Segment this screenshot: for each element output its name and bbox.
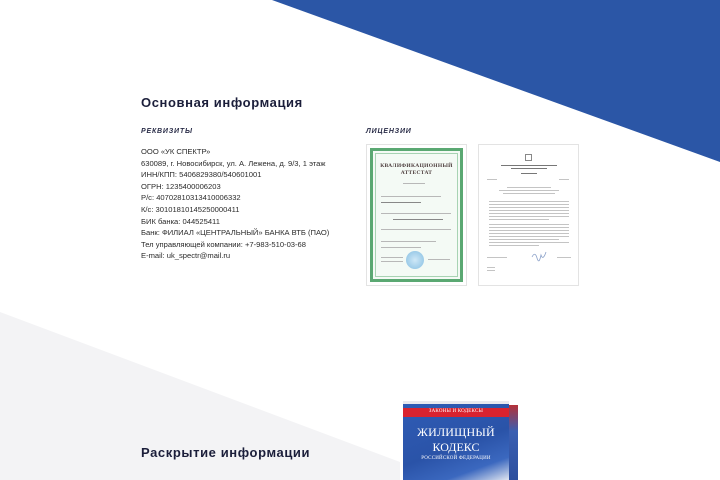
book-subtitle: РОССИЙСКОЙ ФЕДЕРАЦИИ (421, 456, 491, 461)
licenses-label: ЛИЦЕНЗИИ (366, 128, 412, 135)
book-series: ЗАКОНЫ И КОДЕКСЫ (428, 409, 484, 414)
correspondent-account: К/с: 30101810145250000411 (141, 204, 240, 214)
settlement-account: Р/с: 40702810313410006332 (141, 193, 241, 203)
bank-bik: БИК банка: 044525411 (141, 216, 220, 226)
book-cover (403, 403, 509, 480)
seal-icon (406, 251, 424, 269)
company-address: 630089, г. Новосибирск, ул. А. Лежена, д. 9/3, 1 этаж (141, 158, 326, 168)
housing-code-book-image[interactable] (403, 403, 518, 480)
emblem-icon (525, 154, 532, 161)
ogrn: ОГРН: 1235400006203 (141, 181, 221, 191)
license-thumbnail-certificate[interactable] (366, 144, 467, 286)
book-title-line2: КОДЕКС (432, 440, 480, 454)
company-name: ООО «УК СПЕКТР» (141, 147, 211, 156)
book-title-line1: ЖИЛИЩНЫЙ (417, 425, 495, 439)
certificate-image (370, 148, 463, 282)
book-spine (508, 405, 518, 480)
requisites-block (141, 146, 361, 262)
signature-icon (531, 249, 547, 263)
company-email: E-mail: uk_spectr@mail.ru (141, 251, 231, 261)
requisites-label: РЕКВИЗИТЫ (141, 128, 193, 135)
company-phone: Тел управляющей компании: +7-983-510-03-68 (141, 239, 307, 249)
inn-kpp: ИНН/КПП: 5406829380/540601001 (141, 170, 262, 180)
certificate-heading-2: АТТЕСТАТ (400, 170, 433, 176)
certificate-heading-1: КВАЛИФИКАЦИОННЫЙ (380, 163, 453, 169)
license-thumbnail-order[interactable] (478, 144, 579, 286)
bank-name: Банк: ФИЛИАЛ «ЦЕНТРАЛЬНЫЙ» БАНКА ВТБ (ПАО) (141, 228, 330, 238)
section-title-disclosure: Раскрытие информации (141, 445, 311, 460)
section-title-main-info: Основная информация (141, 95, 303, 110)
